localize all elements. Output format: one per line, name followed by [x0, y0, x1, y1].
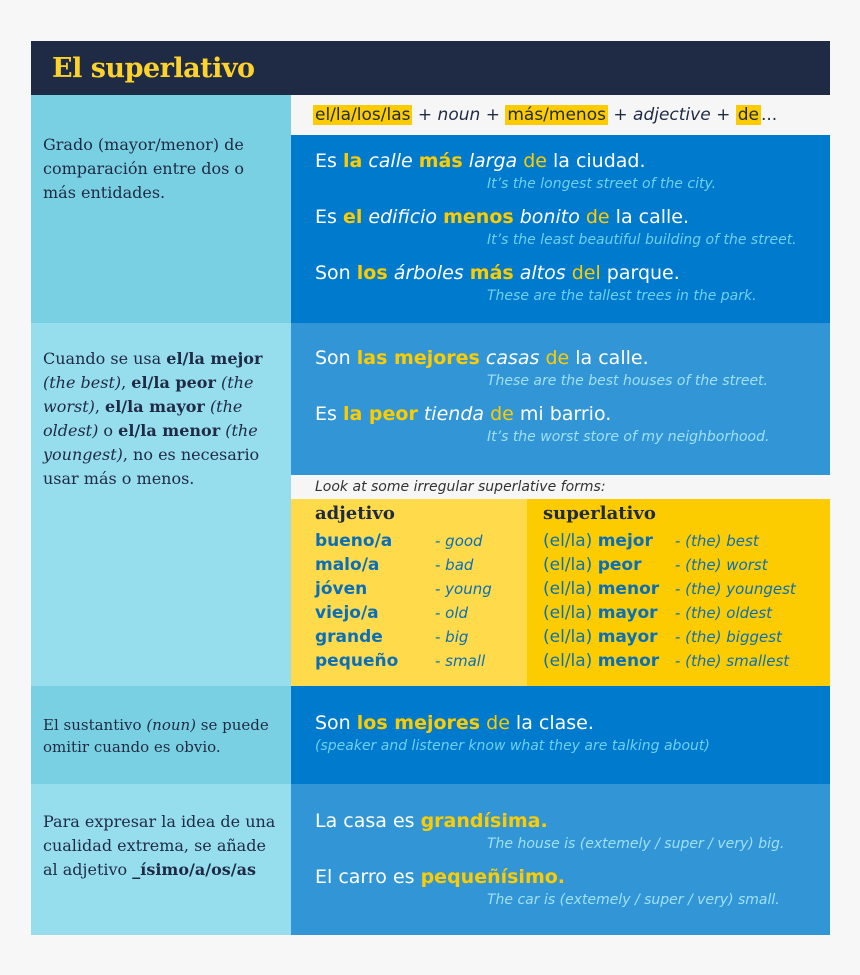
table-row: (el/la) menor - (the) youngest	[543, 579, 796, 599]
row-grado-description: Grado (mayor/menor) de comparación entre dos o más entidades.	[31, 95, 291, 323]
adjective: bonito	[519, 206, 580, 228]
example-en: It’s the least beautiful building of the street.	[487, 232, 797, 248]
table-row: (el/la) menor - (the) smallest	[543, 651, 790, 671]
table-row: jóven - young	[315, 579, 492, 599]
highlight: los mejores	[356, 712, 481, 734]
example-en: These are the tallest trees in the park.	[487, 288, 757, 304]
row-irregular-content	[291, 323, 830, 686]
example-en: It’s the longest street of the city.	[487, 176, 717, 192]
header	[31, 41, 830, 95]
formula-mas-menos: más/menos	[507, 105, 606, 125]
adjective: larga	[468, 150, 518, 172]
example-es: Es la peor tienda de mi barrio.	[315, 403, 612, 425]
row-omit-noun-description: El sustantivo (noun) se puede omitir cuando es obvio.	[31, 686, 291, 784]
row-omit-noun	[31, 686, 830, 784]
formula-article: el/la/los/las	[315, 105, 411, 125]
highlight: de	[585, 206, 610, 228]
noun: árboles	[393, 262, 464, 284]
highlight: grandísima.	[420, 810, 548, 832]
example-es: Es la calle más larga de la ciudad.	[315, 150, 646, 172]
row-isimo	[31, 784, 830, 935]
examples-grado	[291, 135, 830, 323]
formula-de: de	[737, 105, 759, 125]
example-es: Es el edificio menos bonito de la calle.	[315, 206, 690, 228]
row-grado-content	[291, 95, 830, 323]
page-title: El superlativo	[52, 52, 255, 84]
table-row: (el/la) mejor - (the) best	[543, 531, 759, 551]
superlative-header: superlativo	[543, 503, 656, 524]
example-en: (speaker and listener know what they are talking about)	[315, 738, 710, 754]
row-irregular-description: Cuando se usa el/la mejor (the best), el/la peor (the worst), el/la mayor (the oldest) o el/la menor (the youngest), no es necesario usar más o menos.	[31, 323, 291, 686]
formula-adjective: adjective	[633, 105, 711, 125]
adjective-header: adjetivo	[315, 503, 395, 524]
formula	[291, 95, 830, 135]
irregular-table	[291, 499, 830, 686]
plus-sign: +	[716, 105, 731, 125]
plus-sign: +	[485, 105, 500, 125]
highlight: pequeñísimo.	[420, 866, 566, 888]
example-es: Son los árboles más altos del parque.	[315, 262, 680, 284]
highlight: la	[342, 150, 363, 172]
superlative-column	[527, 499, 830, 686]
table-row: pequeño - small	[315, 651, 486, 671]
ellipsis: ...	[761, 105, 778, 125]
noun: edificio	[368, 206, 438, 228]
row-isimo-description: Para expresar la idea de una cualidad extrema, se añade al adjetivo _ísimo/a/os/as	[31, 784, 291, 935]
highlight: la peor	[342, 403, 418, 425]
superlative-card	[31, 41, 830, 935]
table-row: (el/la) peor - (the) worst	[543, 555, 768, 575]
formula-noun: noun	[437, 105, 481, 125]
example-es: La casa es grandísima.	[315, 810, 548, 832]
row-irregular	[31, 323, 830, 686]
highlight: las mejores	[356, 347, 480, 369]
highlight: más	[418, 150, 463, 172]
table-row: viejo/a - old	[315, 603, 469, 623]
examples-irregular	[291, 323, 830, 475]
highlight: el	[342, 206, 363, 228]
highlight: más	[469, 262, 514, 284]
example-en: The car is (extemely / super / very) small.	[487, 892, 780, 908]
examples-omit-noun	[291, 686, 830, 784]
plus-sign: +	[417, 105, 433, 125]
examples-isimo	[291, 784, 830, 935]
example-en: The house is (extemely / super / very) big.	[487, 836, 785, 852]
plus-sign: +	[613, 105, 628, 125]
highlight: los	[356, 262, 388, 284]
adjective: altos	[519, 262, 566, 284]
highlight: de	[523, 150, 547, 172]
example-es: El carro es pequeñísimo.	[315, 866, 566, 888]
example-es: Son las mejores casas de la calle.	[315, 347, 649, 369]
table-row: bueno/a - good	[315, 531, 483, 551]
highlight: menos	[443, 206, 514, 228]
example-en: These are the best houses of the street.	[487, 373, 768, 389]
adjective-column	[291, 499, 527, 686]
example-es: Son los mejores de la clase.	[315, 712, 594, 734]
row-grado	[31, 95, 830, 323]
example-en: It’s the worst store of my neighborhood.	[487, 429, 770, 445]
highlight: del	[571, 262, 601, 284]
table-row: (el/la) mayor - (the) biggest	[543, 627, 782, 647]
table-row: malo/a - bad	[315, 555, 474, 575]
table-row: (el/la) mayor - (the) oldest	[543, 603, 773, 623]
irregular-note: Look at some irregular superlative forms:	[291, 475, 830, 499]
table-row: grande - big	[315, 627, 469, 647]
text: Es	[315, 150, 343, 172]
noun: calle	[368, 150, 413, 172]
